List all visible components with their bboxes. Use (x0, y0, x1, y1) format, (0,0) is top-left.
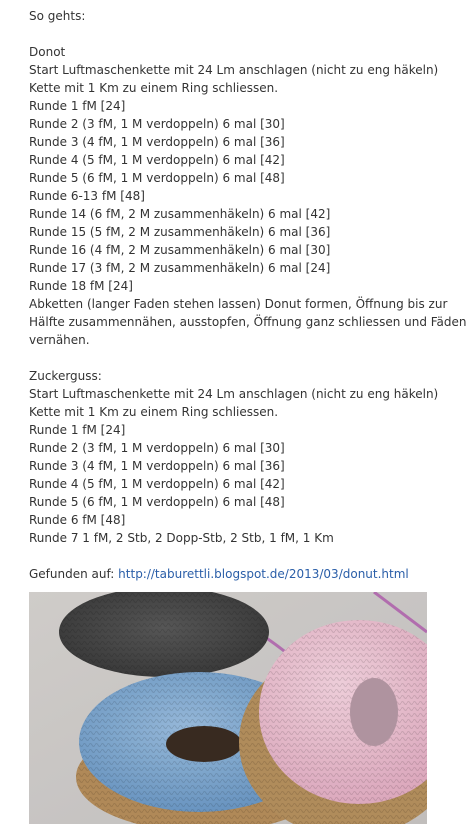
donut-heading: Donot (29, 45, 66, 59)
icing-step: Start Luftmaschenkette mit 24 Lm anschlagen (nicht zu eng häkeln) (29, 387, 439, 401)
donut-step: Hälfte zusammennähen, ausstopfen, Öffnung ganz schliessen und Fäden (29, 315, 467, 329)
icing-step: Runde 3 (4 fM, 1 M verdoppeln) 6 mal [36] (29, 459, 285, 473)
donut-step: Start Luftmaschenkette mit 24 Lm anschlagen (nicht zu eng häkeln) (29, 63, 439, 77)
donut-step: Runde 4 (5 fM, 1 M verdoppeln) 6 mal [42] (29, 153, 285, 167)
icing-step: Runde 7 1 fM, 2 Stb, 2 Dopp-Stb, 2 Stb, 1 fM, 1 Km (29, 531, 334, 545)
donut-step: Runde 16 (4 fM, 2 M zusammenhäkeln) 6 mal [30] (29, 243, 331, 257)
donut-step: Runde 6-13 fM [48] (29, 189, 145, 203)
icing-step: Runde 4 (5 fM, 1 M verdoppeln) 6 mal [42] (29, 477, 285, 491)
source-label: Gefunden auf: (29, 567, 115, 581)
icing-step: Runde 1 fM [24] (29, 423, 126, 437)
donut-step: vernähen. (29, 333, 90, 347)
donut-photo (29, 592, 427, 824)
donut-step: Runde 1 fM [24] (29, 99, 126, 113)
source-link[interactable]: http://taburettli.blogspot.de/2013/03/donut.html (118, 567, 409, 581)
spacer (29, 547, 459, 565)
icing-step: Runde 6 fM [48] (29, 513, 126, 527)
intro-line: So gehts: (29, 9, 86, 23)
icing-step: Runde 5 (6 fM, 1 M verdoppeln) 6 mal [48] (29, 495, 285, 509)
icing-step: Runde 2 (3 fM, 1 M verdoppeln) 6 mal [30] (29, 441, 285, 455)
donut-step: Runde 18 fM [24] (29, 279, 133, 293)
spacer (29, 25, 459, 43)
donut-step: Kette mit 1 Km zu einem Ring schliessen. (29, 81, 279, 95)
donut-step: Runde 14 (6 fM, 2 M zusammenhäkeln) 6 mal [42] (29, 207, 331, 221)
donut-step: Runde 2 (3 fM, 1 M verdoppeln) 6 mal [30] (29, 117, 285, 131)
donut-step: Abketten (langer Faden stehen lassen) Donut formen, Öffnung bis zur (29, 297, 448, 311)
donut-step: Runde 17 (3 fM, 2 M zusammenhäkeln) 6 mal [24] (29, 261, 331, 275)
donut-step: Runde 5 (6 fM, 1 M verdoppeln) 6 mal [48] (29, 171, 285, 185)
donut-step: Runde 15 (5 fM, 2 M zusammenhäkeln) 6 mal [36] (29, 225, 331, 239)
spacer (29, 349, 459, 367)
source-line (29, 565, 459, 583)
icing-heading: Zuckerguss: (29, 369, 102, 383)
crochet-donuts-image (29, 592, 427, 824)
icing-step: Kette mit 1 Km zu einem Ring schliessen. (29, 405, 279, 419)
donut-step: Runde 3 (4 fM, 1 M verdoppeln) 6 mal [36] (29, 135, 285, 149)
